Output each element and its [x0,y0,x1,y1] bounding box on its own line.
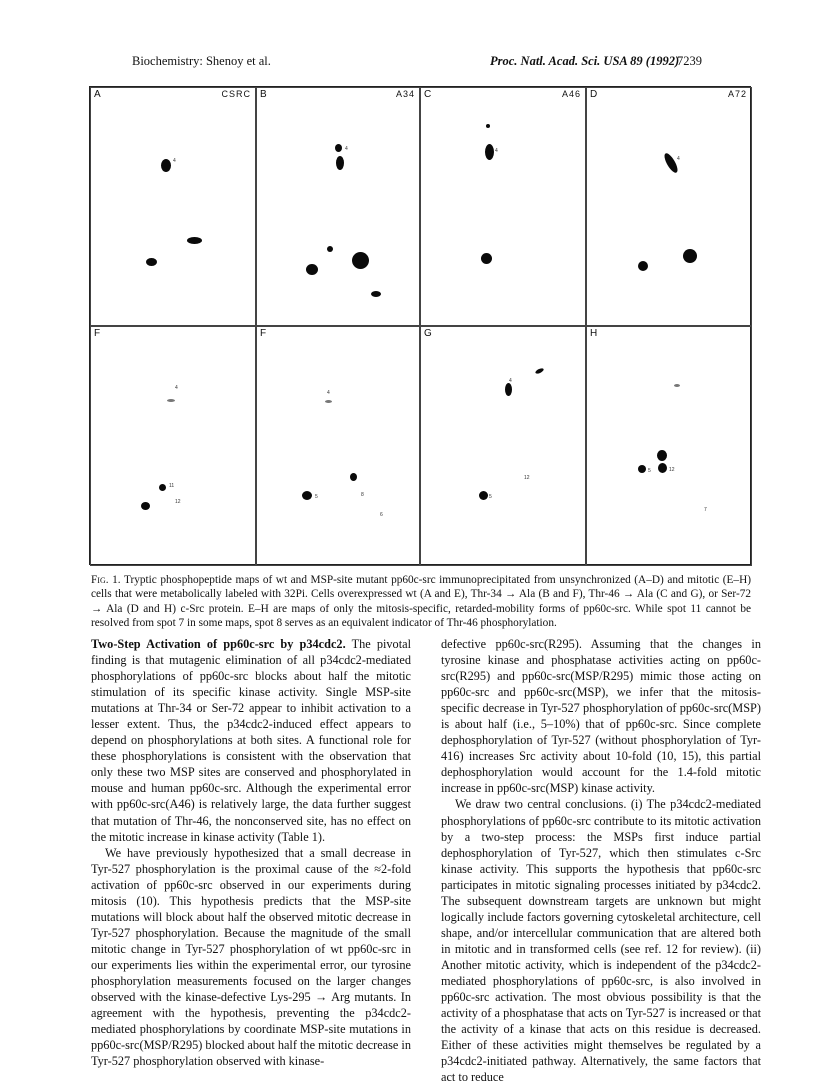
panel-label: F [94,328,101,339]
spot [159,484,166,491]
spot [325,400,332,403]
spot [335,144,342,152]
spot [352,252,369,269]
spot-number: 12 [524,475,530,481]
spot-number: 4 [345,146,348,152]
header-authors: Biochemistry: Shenoy et al. [132,54,271,68]
panel-e [90,326,256,566]
panel-d [586,87,752,326]
spot [187,237,202,244]
header-journal: Proc. Natl. Acad. Sci. USA 89 (1992) [490,54,680,68]
panel-name: A72 [727,89,747,99]
caption-text: Tryptic phosphopeptide maps of wt and MSP-site mutant pp60c-src immunoprecipitated from unsynchronized (A–D) and mitotic (E–H) cells that were metabolically labeled with 32Pi. Cells overexpressed wt (A and E), Thr-34 → Ala (B and F), Thr-46 → Ala (C and G), or Ser-72 → Ala (D and H) c-Src protein. E–H are maps of only the mitosis-specific, retarded-mobility forms of pp60c-src. While spot 11 cannot be resolved from spot 7 in some maps, spot 8 serves as an equivalent indicator of Thr-46 phosphorylation. [91,574,751,629]
panel-g [420,326,586,566]
spot [141,502,150,510]
spot [479,491,488,500]
spot-number: 4 [677,156,680,162]
spot-number: 5 [489,494,492,500]
spot-number: 6 [380,512,383,518]
running-header [132,54,702,72]
spot [350,473,357,481]
figure-caption [91,573,751,630]
section-heading: Two-Step Activation of pp60c-src by p34cdc2. [91,637,346,651]
spot [683,249,697,263]
paragraph [91,636,411,845]
panel-name: A34 [395,89,415,99]
panel-a [90,87,256,326]
spot [535,367,545,374]
spot-number: 4 [495,148,498,154]
spot [485,144,494,160]
spot [638,465,646,473]
panel-b [256,87,420,326]
spot-number: 11 [169,483,175,489]
panel-f [256,326,420,566]
figure-label: Fig. 1. [91,574,121,586]
body-column-left [91,636,411,1069]
spot-number: 12 [175,499,181,505]
spot [371,291,381,297]
panel-label: D [590,89,598,100]
spot [481,253,492,264]
panel-name: CSRC [221,89,251,99]
spot [674,384,680,387]
paragraph: We draw two central conclusions. (i) The p34cdc2-mediated phosphorylations of pp60c-src contribute to its mitotic activation by a two-step process: the MSPs first induce partial dephosphorylation of Tyr-527, which then stimulates c-Src kinase activity. This supports the hypothesis that pp60c-src participates in mitotic signaling processes initiated by p34cdc2. The subsequent downstream targets are unknown but might logically include factors governing cytoskeletal architecture, cell shape, and/or intercellular communication that are altered both in mitotic and in transformed cells (see ref. 12 for review). (ii) Another mitotic activity, which is independent of the p34cdc2-mediated phosphorylations of pp60c-src, is also involved in pp60c-src activation. The most obvious possibility is that the activity of a phosphatase that acts on Tyr-527 is increased or that the activity of a kinase that acts on this residue is decreased. Either of these activities might themselves be regulated by a p34cdc2-initiated pathway. Alternatively, the same factors that act to reduce [441,797,761,1085]
spot [161,159,171,172]
panel-label: H [590,328,598,339]
spot-number: 4 [175,385,178,391]
panel-name: A46 [561,89,581,99]
panel-label: F [260,328,267,339]
spot [505,383,512,396]
page-number: 7239 [677,54,702,68]
spot [306,264,318,275]
figure-1-phosphopeptide-maps [89,86,751,565]
spot-number: 5 [315,494,318,500]
spot-number: 7 [704,507,707,513]
spot [302,491,312,500]
spot-number: 4 [509,378,512,384]
paragraph: We have previously hypothesized that a small decrease in Tyr-527 phosphorylation is the proximal cause of the ≈2-fold activation of pp60c-src observed in our experiments during mitosis (10). This hypothesis predicts that the MSP-site mutations will block about half the observed mitotic decrease in Tyr-527 phosphorylation. Because the magnitude of the small mitotic change in Tyr-527 phosphorylation of wt pp60c-src in our experiments lies within the experimental error, our tyrosine phosphorylation measurements focused on the larger changes observed with the kinase-defective Lys-295 → Arg mutants. In agreement with the hypothesis, preventing the p34cdc2-mediated phosphorylations by coordinate MSP-site mutations in pp60c-src(MSP/R295) blocked about half the mitotic decrease in Tyr-527 phosphorylation observed with kinase- [91,845,411,1069]
panel-h [586,326,752,566]
spot [146,258,157,266]
spot [336,156,344,170]
paragraph-text: The pivotal finding is that mutagenic elimination of all p34cdc2-mediated phosphorylations of pp60c-src blocks about half the mitotic stimulation of its specific kinase activity. Single MSP-site mutations at Thr-34 or Ser-72 appear to inhibit activation to a lesser extent. Thus, the p34cdc2-induced effect appears to depend on phosphorylations at both sites. A functional role for these phosphorylations is consistent with the observation that only these two MSP sites are conserved and phosphorylated in mouse and human pp60c-src. Although the experimental error with pp60c-src(A46) is relatively large, the data further suggest that mutation of Thr-46, the nonconserved site, has no effect on the mitotic increase in kinase activity (Table 1). [91,637,411,844]
spot [657,450,667,461]
panel-label: C [424,89,432,100]
panel-label: G [424,328,432,339]
spot [638,261,648,271]
spot-number: 8 [361,492,364,498]
spot-number: 5 [648,468,651,474]
panel-label: A [94,89,101,100]
spot [167,399,175,402]
spot-number: 4 [327,390,330,396]
spot [486,124,490,128]
spot-number: 4 [173,158,176,164]
body-column-right [441,636,761,1085]
paragraph: defective pp60c-src(R295). Assuming that the changes in tyrosine kinase and phosphatase activities acting on pp60c-src(R295) and pp60c-src(MSP/R295) mimic those acting on pp60c-src and pp60c-src(MSP), we infer that the mitosis-specific decrease in Tyr-527 phosphorylation of pp60c-src(MSP) is about half (i.e., 5–10%) that of pp60c-src. Since complete dephosphorylation of Tyr-527 (without phosphorylation of Tyr-416) increases Src activity about 10-fold (10, 15), this partial dephosphorylation would account for the 1.4-fold mitotic increase in pp60c-src(MSP) kinase activity. [441,637,761,796]
spot [327,246,333,252]
spot-number: 12 [669,467,675,473]
spot [658,463,667,473]
panel-label: B [260,89,267,100]
spot [662,151,680,174]
panel-c [420,87,586,326]
